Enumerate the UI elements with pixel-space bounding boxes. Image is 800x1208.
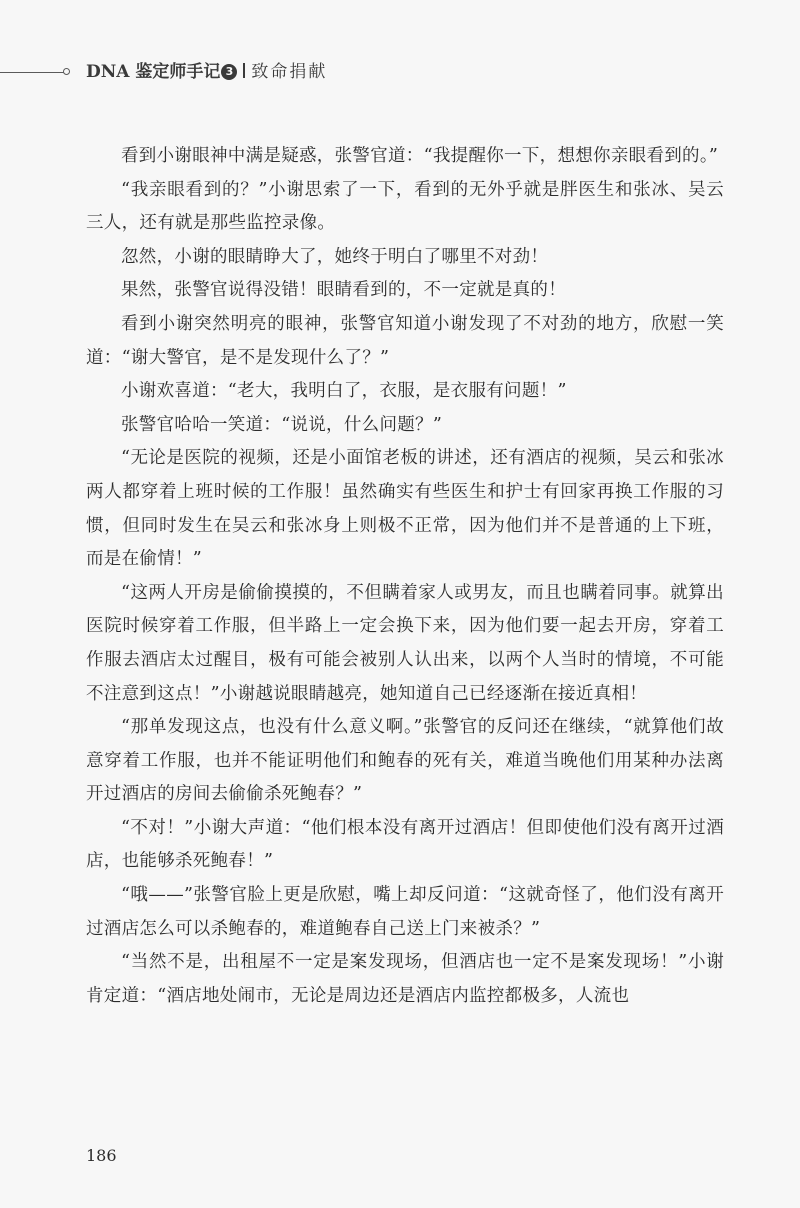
volume-badge: 3 — [221, 64, 237, 80]
header-separator — [243, 63, 245, 78]
book-subtitle: 致命捐献 — [251, 62, 328, 82]
header-dot-ornament — [63, 68, 70, 75]
paragraph: 看到小谢突然明亮的眼神，张警官知道小谢发现了不对劲的地方，欣慰一笑道：“谢大警官，是不是发现什么了？” — [86, 313, 724, 368]
paragraph: 小谢欢喜道：“老大，我明白了，衣服，是衣服有问题！” — [121, 381, 567, 402]
paragraph: “无论是医院的视频，还是小面馆老板的讲述，还有酒店的视频，吴云和张冰两人都穿着上班时候的工作服！虽然确实有些医生和护士有回家再换工作服的习惯，但同时发生在吴云和张冰身上则极不正常，因为他们并不是普通的上下班，而是在偷情！” — [86, 448, 724, 570]
running-header-text — [86, 58, 327, 86]
paragraph: “哦——”张警官脸上更是欣慰，嘴上却反问道：“这就奇怪了，他们没有离开过酒店怎么可以杀鲍春的，难道鲍春自己送上门来被杀？” — [86, 885, 724, 939]
header-rule — [0, 72, 66, 73]
paragraph: “那单发现这点，也没有什么意义啊。”张警官的反问还在继续，“就算他们故意穿着工作服，也并不能证明他们和鲍春的死有关，难道当晚他们用某种办法离开过酒店的房间去偷偷杀死鲍春？” — [86, 717, 724, 805]
paragraph: 看到小谢眼神中满是疑惑，张警官道：“我提醒你一下，想想你亲眼看到的。” — [121, 146, 719, 166]
paragraph: 忽然，小谢的眼睛睁大了，她终于明白了哪里不对劲！ — [121, 246, 549, 267]
page-number: 186 — [86, 1146, 117, 1165]
paragraph: 果然，张警官说得没错！眼睛看到的，不一定就是真的！ — [121, 280, 566, 301]
book-title: DNA 鉴定师手记 — [86, 62, 221, 82]
paragraph: “这两人开房是偷偷摸摸的，不但瞒着家人或男友，而且也瞒着同事。就算出医院时候穿着工作服，但半路上一定会换下来，因为他们要一起去开房，穿着工作服去酒店太过醒目，极有可能会被别人认出来，以两个人当时的情境，不可能不注意到这点！”小谢越说眼睛越亮，她知道自己已经逐渐在接近真相！ — [86, 582, 724, 704]
paragraph: “我亲眼看到的？”小谢思索了一下，看到的无外乎就是胖医生和张冰、吴云三人，还有就是那些监控录像。 — [86, 179, 724, 234]
paragraph: “当然不是，出租屋不一定是案发现场，但酒店也一定不是案发现场！”小谢肯定道：“酒店地处闹市，无论是周边还是酒店内监控都极多，人流也 — [86, 952, 724, 1006]
running-header — [0, 58, 800, 88]
paragraph: 张警官哈哈一笑道：“说说，什么问题？” — [121, 414, 443, 435]
paragraph: “不对！”小谢大声道：“他们根本没有离开过酒店！但即使他们没有离开过酒店，也能够杀死鲍春！” — [86, 817, 724, 872]
body-text — [86, 140, 724, 1013]
